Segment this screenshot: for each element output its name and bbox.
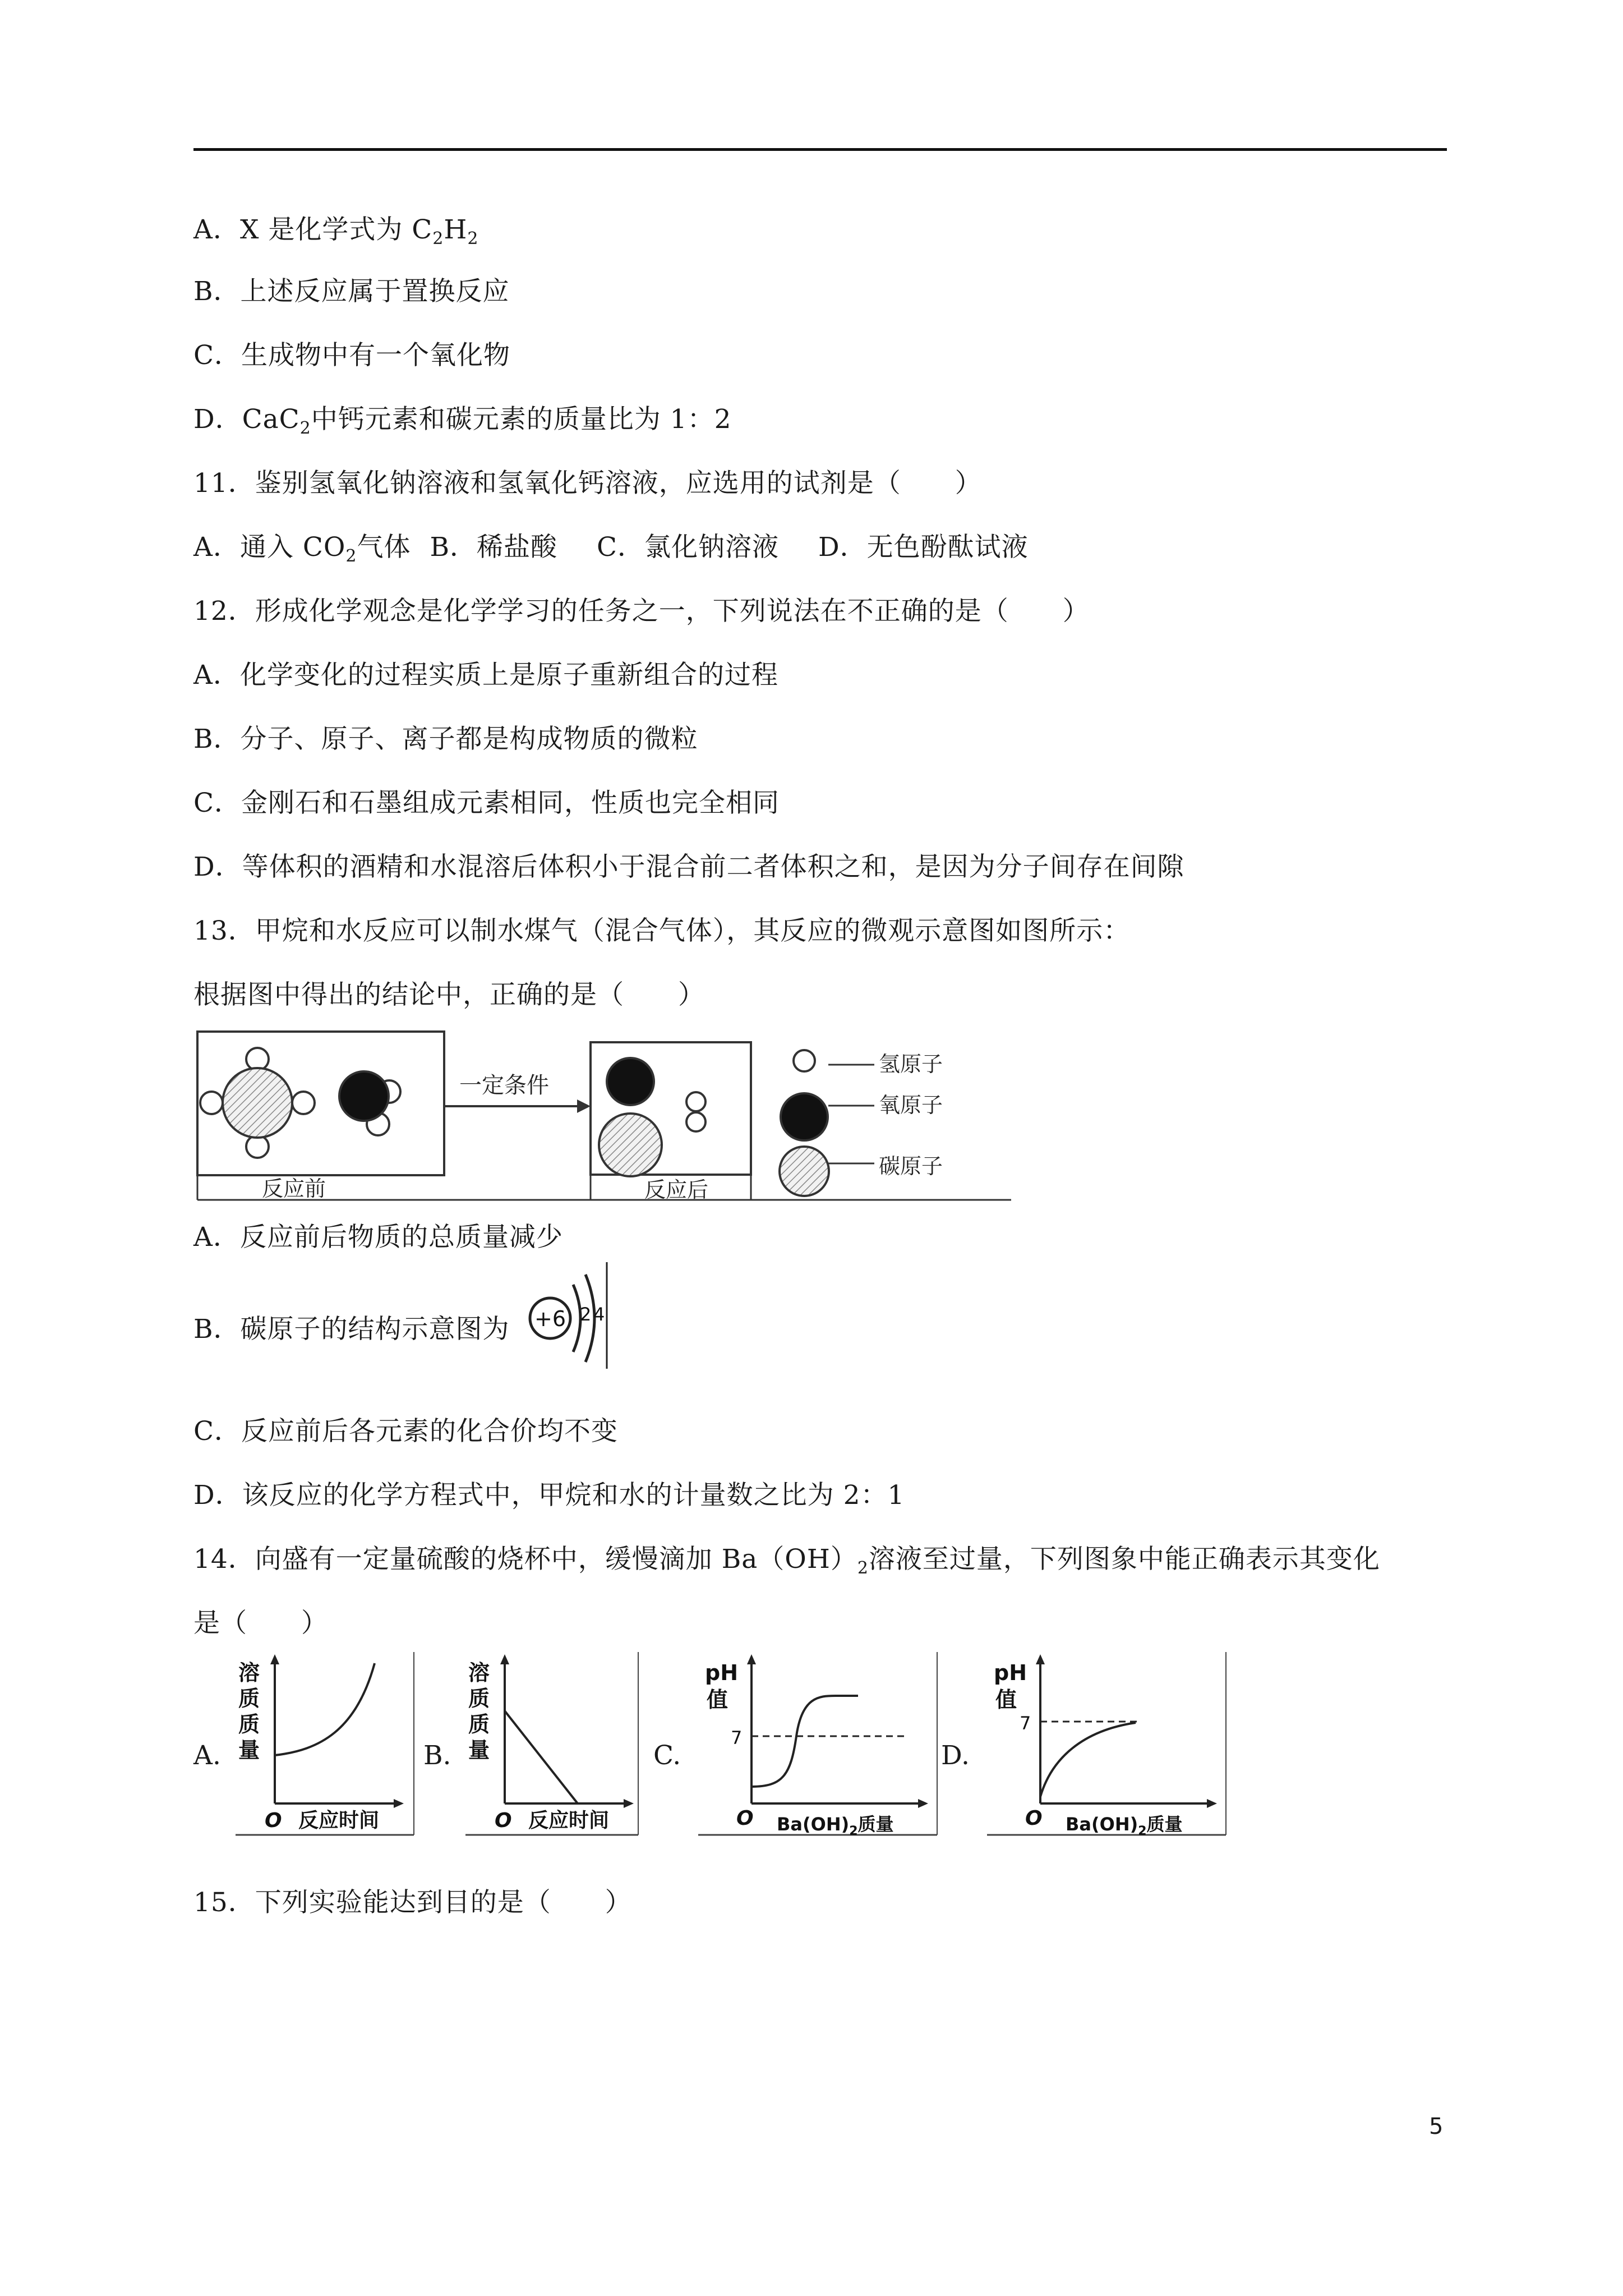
svg-text:值: 值 [995,1687,1017,1712]
shell1-electrons: 2 [580,1304,592,1325]
page-number: 5 [1429,2114,1444,2139]
curve-d [1040,1723,1136,1797]
svg-text:质: 质 [238,1686,260,1711]
arrow-label: 一定条件 [459,1073,549,1098]
svg-text:量: 量 [468,1738,490,1763]
option-12b: B．分子、原子、离子都是构成物质的微粒 [193,724,698,754]
legend-hydrogen: 氢原子 [879,1052,943,1076]
svg-text:量: 量 [238,1738,260,1763]
option-10c: C．生成物中有一个氧化物 [193,340,510,371]
question-14-cont: 是（ ） [193,1608,328,1639]
svg-text:值: 值 [707,1687,728,1712]
graph-d [987,1652,1228,1837]
svg-text:反应时间: 反应时间 [528,1809,610,1832]
curve-b [505,1711,578,1803]
question-14: 14．向盛有一定量硫酸的烧杯中，缓慢滴加 $Ba(OH)_2$溶液至过量，下列图象中能正确表示其变化 [193,1544,1380,1578]
graph-a [236,1652,415,1837]
legend-carbon: 碳原子 [879,1154,943,1179]
option-13c: C．反应前后各元素的化合价均不变 [193,1416,618,1447]
graph-a-label: A. [193,1740,221,1771]
nucleus-charge: +6 [534,1306,566,1331]
before-label: 反应前 [262,1176,326,1201]
svg-text:7: 7 [1020,1713,1031,1734]
hydrogen-molecule [686,1092,706,1131]
svg-text:质: 质 [468,1686,490,1711]
question-15: 15．下列实验能达到目的是（ ） [193,1887,632,1918]
question-13: 13．甲烷和水反应可以制水煤气（混合气体），其反应的微观示意图如图所示： [193,915,1131,946]
reaction-diagram [196,1030,1015,1202]
svg-text:O: O [495,1809,512,1832]
svg-text:O: O [265,1809,282,1832]
svg-text:质: 质 [238,1712,260,1737]
svg-text:溶: 溶 [238,1660,260,1685]
option-12a: A．化学变化的过程实质上是原子重新组合的过程 [193,660,778,691]
curve-a [275,1663,375,1755]
svg-text:7: 7 [731,1727,743,1749]
water-molecule [339,1071,400,1135]
after-label: 反应后 [644,1177,709,1202]
svg-text:溶: 溶 [468,1660,490,1685]
option-13d: D．该反应的化学方程式中，甲烷和水的计量数之比为 2：1 [193,1480,905,1511]
option-12d: D．等体积的酒精和水混溶后体积小于混合前二者体积之和，是因为分子间存在间隙 [193,852,1184,882]
header-rule [193,148,1447,151]
graph-b-label: B. [423,1740,451,1771]
question-12: 12．形成化学观念是化学学习的任务之一，下列说法在不正确的是（ ） [193,596,1090,627]
svg-text:pH: pH [994,1660,1027,1685]
question-11: 11．鉴别氢氧化钠溶液和氢氧化钙溶液，应选用的试剂是（ ） [193,468,982,499]
svg-text:Ba(OH)2质量: $Ba(OH)_2$质量 [1066,1814,1183,1837]
legend [780,1050,943,1196]
svg-text:质: 质 [468,1712,490,1737]
option-10a: A．X 是化学式为 $C_2H_2$ [193,214,479,249]
option-13a: A．反应前后物质的总质量减少 [193,1222,563,1253]
question-11-options: A．通入 $CO_2$气体 B．稀盐酸 C．氯化钠溶液 D．无色酚酞试液 [193,532,1029,566]
option-10b: B．上述反应属于置换反应 [193,276,510,307]
svg-text:O: O [1025,1807,1043,1830]
carbon-monoxide-molecule [599,1058,662,1176]
shell2-electrons: 4 [593,1304,605,1325]
legend-oxygen: 氧原子 [879,1093,943,1117]
graph-c-label: C. [653,1740,681,1771]
svg-text:反应时间: 反应时间 [298,1809,380,1832]
svg-text:Ba(OH)2质量: $Ba(OH)_2$质量 [777,1814,894,1837]
carbon-atom-diagram [525,1262,609,1369]
option-10d: D．CaC$_2$中钙元素和碳元素的质量比为 1：2 [193,404,732,438]
option-13b: B．碳原子的结构示意图为 [193,1314,510,1345]
graph-d-label: D. [941,1740,970,1771]
svg-text:pH: pH [705,1660,739,1685]
curve-c [751,1696,858,1787]
svg-text:O: O [736,1807,754,1830]
graph-c [698,1652,939,1837]
option-12c: C．金刚石和石墨组成元素相同，性质也完全相同 [193,788,780,818]
methane-molecule [200,1048,315,1158]
question-13-prompt: 根据图中得出的结论中，正确的是（ ） [193,979,705,1010]
graph-b [465,1652,645,1837]
